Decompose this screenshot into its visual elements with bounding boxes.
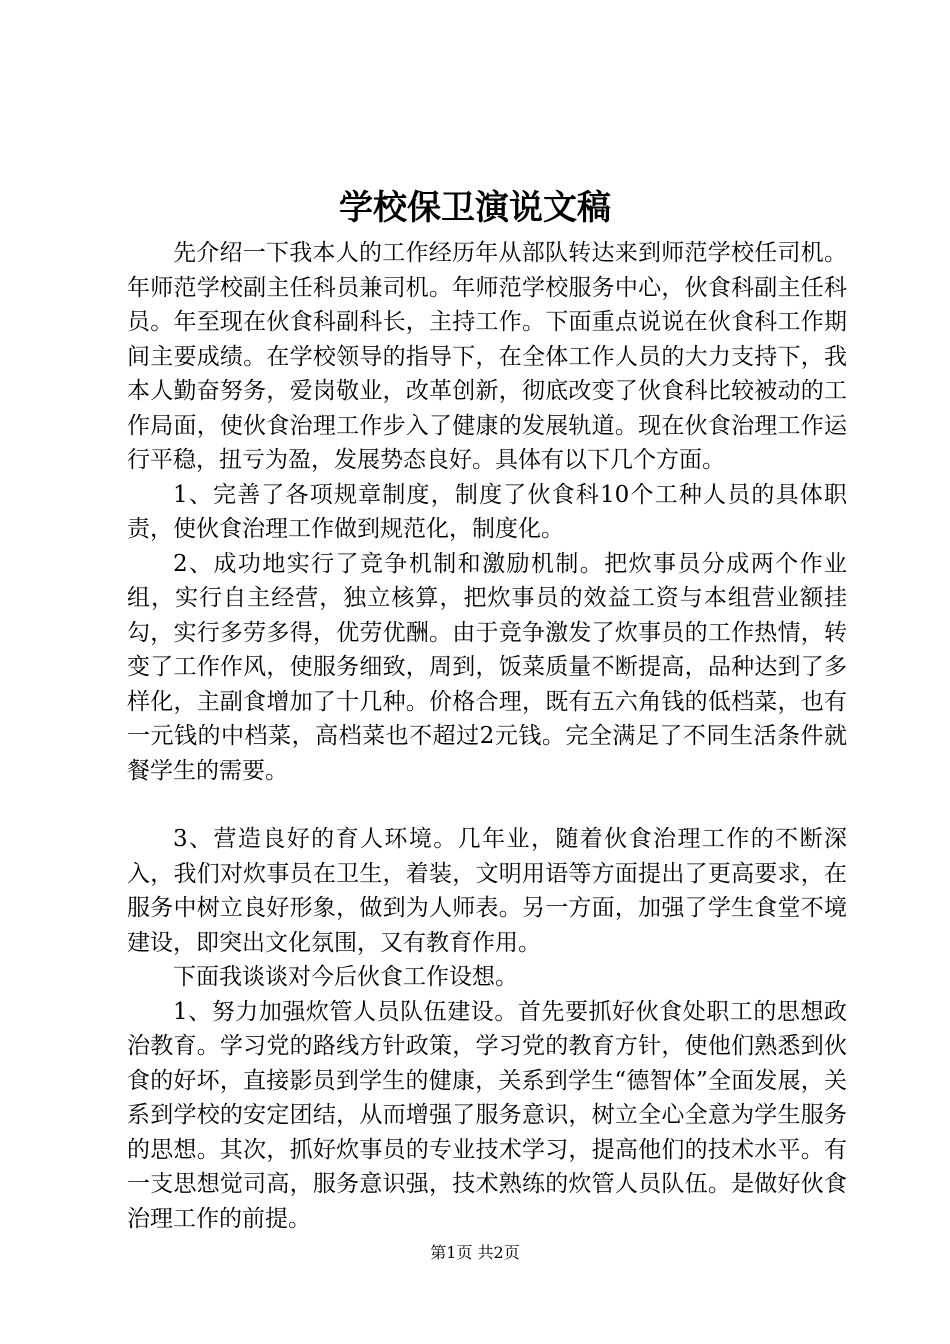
paragraph-future-1: 1、努力加强炊管人员队伍建设。首先要抓好伙食处职工的思想政治教育。学习党的路线方针政策，学习党的教育方针，使他们熟悉到伙食的好坏，直接影员到学生的健康，关系到学生“德智体”全面发展，关系到学校的安定团结，从而增强了服务意识，树立全心全意为学生服务的思想。其次，抓好炊事员的专业技术学习，提高他们的技术水平。有一支思想觉司高，服务意识强，技术熟练的炊管人员队伍。是做好伙食治理工作的前提。 [127,998,847,1232]
paragraph-future-intro: 下面我谈谈对今后伙食工作设想。 [173,964,518,990]
document-title: 学校保卫演说文稿 [339,188,611,228]
paragraph-item-1: 1、完善了各项规章制度，制度了伙食科10个工种人员的具体职责，使伙食治理工作做到规范化，制度化。 [127,481,847,542]
paragraph-item-3: 3、营造良好的育人环境。几年业，随着伙食治理工作的不断深入，我们对炊事员在卫生，着装，文明用语等方面提出了更高要求，在服务中树立良好形象，做到为人师表。另一方面，加强了学生食堂不境建设，即突出文化氛围，又有教育作用。 [127,826,847,956]
paragraph-intro: 先介绍一下我本人的工作经历年从部队转达来到师范学校任司机。年师范学校副主任科员兼司机。年师范学校服务中心，伙食科副主任科员。年至现在伙食科副科长，主持工作。下面重点说说在伙食科工作期间主要成绩。在学校领导的指导下，在全体工作人员的大力支持下，我本人勤奋努务，爱岗敬业，改革创新，彻底改变了伙食科比较被动的工作局面，使伙食治理工作步入了健康的发展轨道。现在伙食治理工作运行平稳，扭亏为盈，发展势态良好。具体有以下几个方面。 [127,240,847,473]
paragraph-item-2: 2、成功地实行了竞争机制和激励机制。把炊事员分成两个作业组，实行自主经营，独立核算，把炊事员的效益工资与本组营业额挂勾，实行多劳多得，优劳优酬。由于竞争激发了炊事员的工作热情，转变了工作作风，使服务细致，周到，饭菜质量不断提高，品种达到了多样化，主副食增加了十几种。价格合理，既有五六角钱的低档菜，也有一元钱的中档菜，高档菜也不超过2元钱。完全满足了不同生活条件就餐学生的需要。 [127,550,847,784]
page-footer: 第1页 共2页 [430,1243,520,1262]
document-body [127,236,847,1236]
